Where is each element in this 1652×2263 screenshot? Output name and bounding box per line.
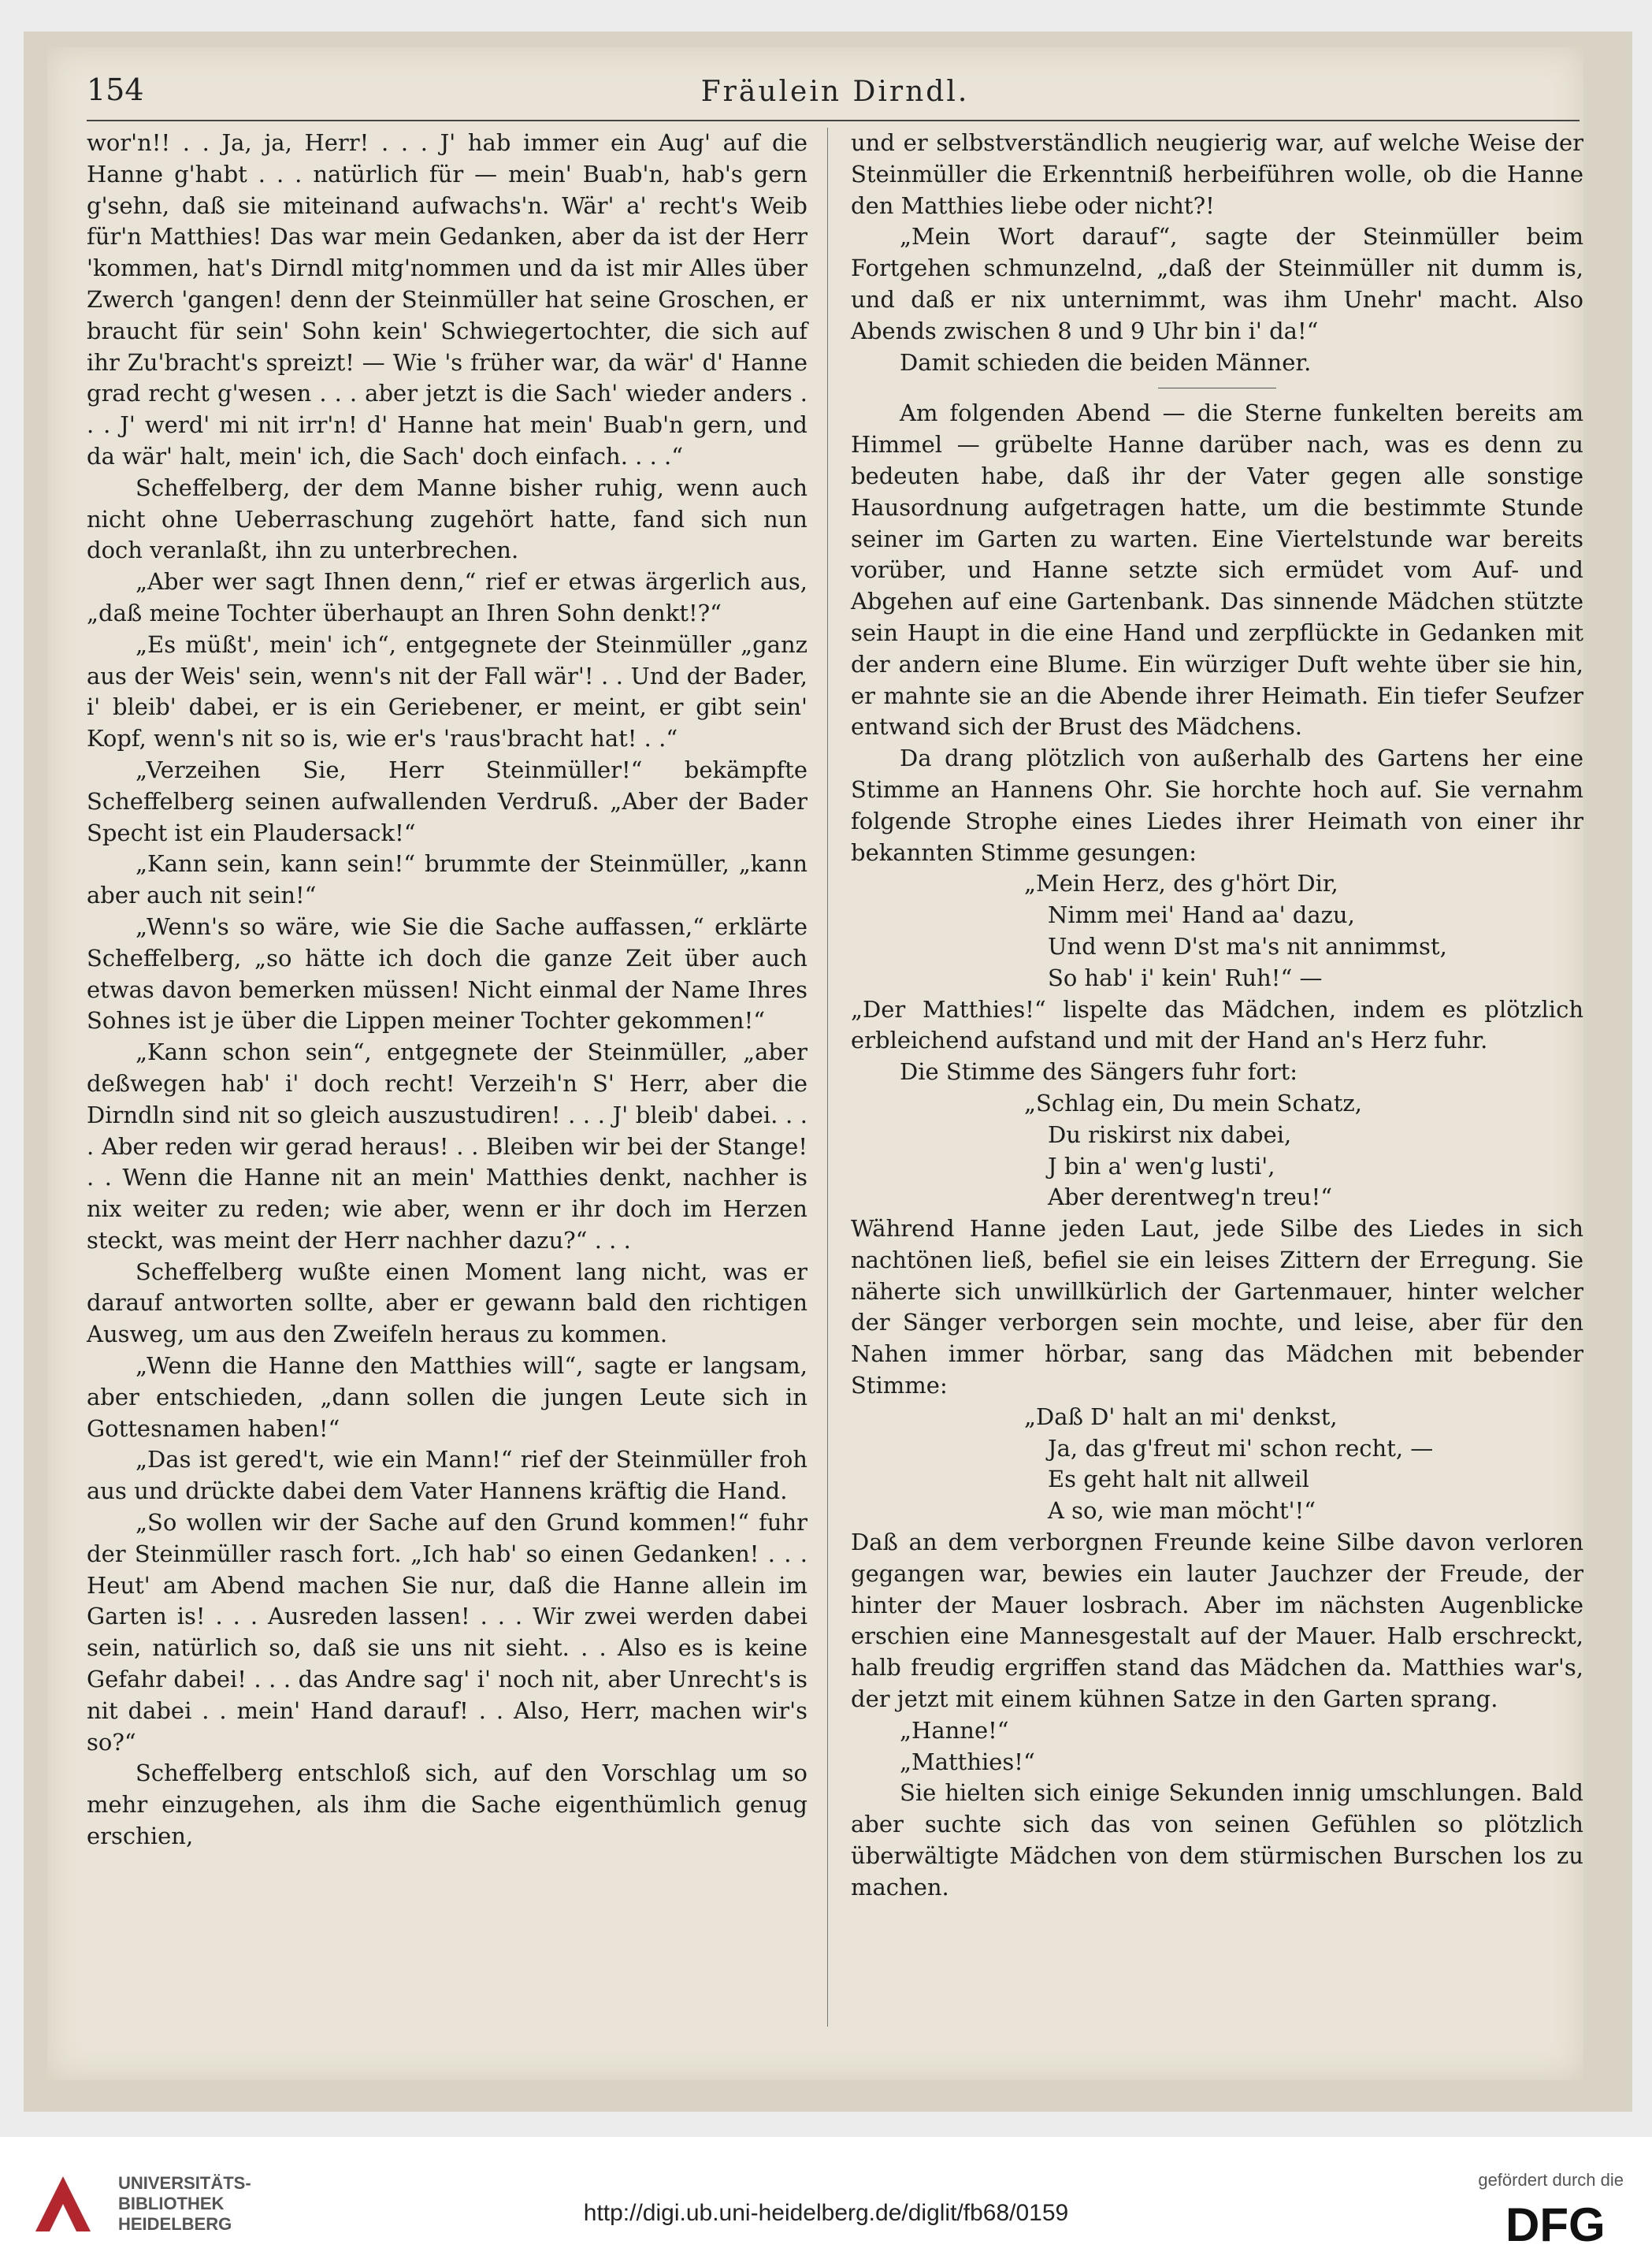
paragraph: „Kann sein, kann sein!“ brummte der Steinmüller, „kann aber auch nit sein!“	[87, 850, 807, 909]
paragraph: Damit schieden die beiden Männer.	[900, 348, 1312, 376]
text-column-right	[851, 128, 1583, 1904]
running-title: Fräulein Dirndl.	[700, 76, 970, 108]
institution-line: UNIVERSITÄTS-	[118, 2173, 251, 2193]
verse-line: Es geht halt nit allweil	[1048, 1466, 1309, 1493]
paragraph: Während Hanne jeden Laut, jede Silbe des Liedes in sich nachtönen ließ, befiel sie ein leises Zittern der Erregung. Sie näherte sich unwillkürlich der Gartenmauer, hinter welcher der Sänger verborgen sein mochte, und leise, aber für den Nahen immer hörbar, sang das Mädchen mit bebender Stimme:	[851, 1215, 1583, 1399]
text-column-left	[87, 128, 807, 1852]
paragraph: „Es müßt', mein' ich“, entgegnete der Steinmüller „ganz aus der Weis' sein, wenn's nit der Fall wär'! . . Und der Bader, i' bleib' dabei, er is ein Geriebener, er meint, er gibt sein' Kopf, wenn's nit so is, wie er's 'raus'bracht hat! . .“	[87, 630, 807, 752]
verse-block	[1024, 1402, 1583, 1527]
verse-line: Aber derentweg'n treu!“	[1048, 1184, 1333, 1211]
paragraph: und er selbstverständlich neugierig war, auf welche Weise der Steinmüller die Erkenntniß herbeiführen wolle, ob die Hanne den Matthies liebe oder nicht?!	[851, 129, 1583, 219]
verse-block	[1024, 1088, 1583, 1213]
paragraph: „Wenn's so wäre, wie Sie die Sache auffassen,“ erklärte Scheffelberg, „so hätte ich doch die ganze Zeit über auch etwas davon bemerken müssen! Nicht einmal der Name Ihres Sohnes ist je über die Lippen meiner Tochter gekommen!“	[87, 912, 807, 1035]
paragraph: wor'n!! . . Ja, ja, Herr! . . . J' hab immer ein Aug' auf die Hanne g'habt . . . natürlich für — mein' Buab'n, hab's gern g'sehn, daß sie miteinand aufwachs'n. Wär' a' recht's Weib für'n Matthies! Das war mein Gedanken, aber da ist der Herr 'kommen, hat's Dirndl mitg'nommen und da ist mir Alles über Zwerch 'gangen! denn der Steinmüller hat seine Groschen, er braucht für sein' Sohn kein' Schwiegertochter, die sich auf ihr Zu'bracht's spreizt! — Wie 's früher war, da wär' d' Hanne grad recht g'wesen . . . aber jetzt is die Sach' wieder anders . . . J' werd' mi nit irr'n! d' Hanne hat mein' Buab'n gern, und da wär' halt, mein' ich, die Sach' doch einfach. . . .“	[87, 129, 807, 470]
verse-block	[1024, 868, 1583, 994]
verse-line: J bin a' wen'g lusti',	[1048, 1152, 1275, 1180]
paragraph: Am folgenden Abend — die Sterne funkelten bereits am Himmel — grübelte Hanne darüber nach, was es denn zu bedeuten habe, daß ihr der Vater gegen alle sonstige Hausordnung aufgetragen hatte, um die bestimmte Stunde seiner im Garten zu warten. Eine Viertelstunde war bereits vorüber, und Hanne setzte sich ermüdet vom Auf- und Abgehen auf eine Gartenbank. Das sinnende Mädchen stützte sein Haupt in die eine Hand und zerpflückte in Gedanken mit der andern eine Blume. Ein würziger Duft wehte über sie hin, er mahnte sie an die Abende ihrer Heimath. Ein tiefer Seufzer entwand sich der Brust des Mädchens.	[851, 399, 1583, 741]
page-number: 154	[87, 72, 144, 107]
paragraph: „Verzeihen Sie, Herr Steinmüller!“ bekämpfte Scheffelberg seinen aufwallenden Verdruß. „Aber der Bader Specht ist ein Plaudersack!“	[87, 756, 807, 846]
institution-line: HEIDELBERG	[118, 2214, 232, 2234]
paragraph: „Aber wer sagt Ihnen denn,“ rief er etwas ärgerlich aus, „daß meine Tochter überhaupt an Ihren Sohn denkt!?“	[87, 568, 807, 626]
paragraph: Sie hielten sich einige Sekunden innig umschlungen. Bald aber suchte sich das von seinen Gefühlen so plötzlich überwältigte Mädchen von dem stürmischen Burschen los zu machen.	[851, 1779, 1583, 1901]
permalink-url[interactable]: http://digi.ub.uni-heidelberg.de/diglit/fb68/0159	[583, 2200, 1069, 2226]
column-divider	[827, 128, 828, 2027]
header-rule	[87, 120, 1580, 121]
paragraph: Da drang plötzlich von außerhalb des Gartens her eine Stimme an Hannens Ohr. Sie horchte hoch auf. Sie vernahm folgende Strophe eines Liedes ihrer Heimath von einer ihr bekannten Stimme gesungen:	[851, 745, 1583, 866]
funded-by-label: gefördert durch die	[1478, 2170, 1624, 2190]
verse-line: A so, wie man möcht'!“	[1048, 1497, 1316, 1525]
verse-line: Nimm mei' Hand aa' dazu,	[1048, 901, 1355, 929]
dfg-logo-text: DFG	[1505, 2198, 1606, 2247]
dfg-logo-icon	[1505, 2198, 1624, 2247]
institution-line: BIBLIOTHEK	[118, 2194, 225, 2213]
paragraph: Scheffelberg, der dem Manne bisher ruhig, wenn auch nicht ohne Ueberraschung zugehört hatte, fand sich nun doch veranlaßt, ihn zu unterbrechen.	[87, 474, 807, 564]
verse-line: So hab' i' kein' Ruh!“ —	[1048, 964, 1323, 991]
verse-line: „Schlag ein, Du mein Schatz,	[1024, 1089, 1362, 1117]
paragraph: „Matthies!“	[900, 1748, 1035, 1775]
paragraph: „Wenn die Hanne den Matthies will“, sagte er langsam, aber entschieden, „dann sollen die jungen Leute sich in Gottesnamen haben!“	[87, 1352, 807, 1442]
paragraph: Die Stimme des Sängers fuhr fort:	[900, 1058, 1298, 1086]
verse-line: „Daß D' halt an mi' denkst,	[1024, 1403, 1338, 1430]
paragraph: Daß an dem verborgnen Freunde keine Silbe davon verloren gegangen war, bewies ein lauter Jauchzer der Freude, der hinter der Mauer losbrach. Aber im nächsten Augenblicke erschien eine Mannesgestalt auf der Mauer. Halb erschreckt, halb freudig ergriffen stand das Mädchen da. Matthies war's, der jetzt mit einem kühnen Satze in den Garten sprang.	[851, 1529, 1583, 1713]
verse-line: Und wenn D'st ma's nit annimmst,	[1048, 932, 1447, 960]
paragraph: „Kann schon sein“, entgegnete der Steinmüller, „aber deßwegen hab' i' doch recht! Verzeih'n S' Herr, aber die Dirndln sind nit so gleich auszustudiren! . . . J' bleib' dabei. . . . Aber reden wir gerad heraus! . . Bleiben wir bei der Stange! . . Wenn die Hanne nit an mein' Matthies denkt, nachher is nix weiter zu reden; wie aber, wenn er ihr doch im Herzen steckt, was meint der Herr nachher dazu?“ . . .	[87, 1039, 807, 1254]
verse-line: „Mein Herz, des g'hört Dir,	[1024, 870, 1338, 897]
paragraph: „So wollen wir der Sache auf den Grund kommen!“ fuhr der Steinmüller rasch fort. „Ich hab' so einen Gedanken! . . . Heut' am Abend machen Sie nur, daß die Hanne allein im Garten is! . . . Ausreden lassen! . . . Wir zwei werden dabei sein, natürlich so, daß sie uns nit sieht. . . Also es is keine Gefahr dabei! . . . das Andre sag' i' noch nit, aber Unrecht's is nit dabei . . mein' Hand darauf! . . Also, Herr, machen wir's so?“	[87, 1509, 807, 1756]
footer-bar	[0, 2137, 1652, 2263]
paragraph: „Mein Wort darauf“, sagte der Steinmüller beim Fortgehen schmunzelnd, „daß der Steinmüller nit dumm is, und daß er nix unternimmt, was ihm Unehr' macht. Also Abends zwischen 8 und 9 Uhr bin i' da!“	[851, 223, 1583, 344]
paragraph: „Das ist gered't, wie ein Mann!“ rief der Steinmüller froh aus und drückte dabei dem Vater Hannens kräftig die Hand.	[87, 1446, 807, 1505]
paragraph: Scheffelberg entschloß sich, auf den Vorschlag um so mehr einzugehen, als ihm die Sache eigenthümlich genug erschien,	[87, 1759, 807, 1850]
paragraph: „Der Matthies!“ lispelte das Mädchen, indem es plötzlich erbleichend aufstand und mit der Hand an's Herz fuhr.	[851, 995, 1583, 1054]
verse-line: Du riskirst nix dabei,	[1048, 1120, 1292, 1148]
page-header	[87, 72, 1583, 120]
paragraph: „Hanne!“	[900, 1716, 1009, 1744]
verse-line: Ja, das g'freut mi' schon recht, —	[1048, 1434, 1434, 1462]
paragraph: Scheffelberg wußte einen Moment lang nicht, was er darauf antworten sollte, aber er gewann bald den richtigen Ausweg, um aus den Zweifeln heraus zu kommen.	[87, 1258, 807, 1348]
